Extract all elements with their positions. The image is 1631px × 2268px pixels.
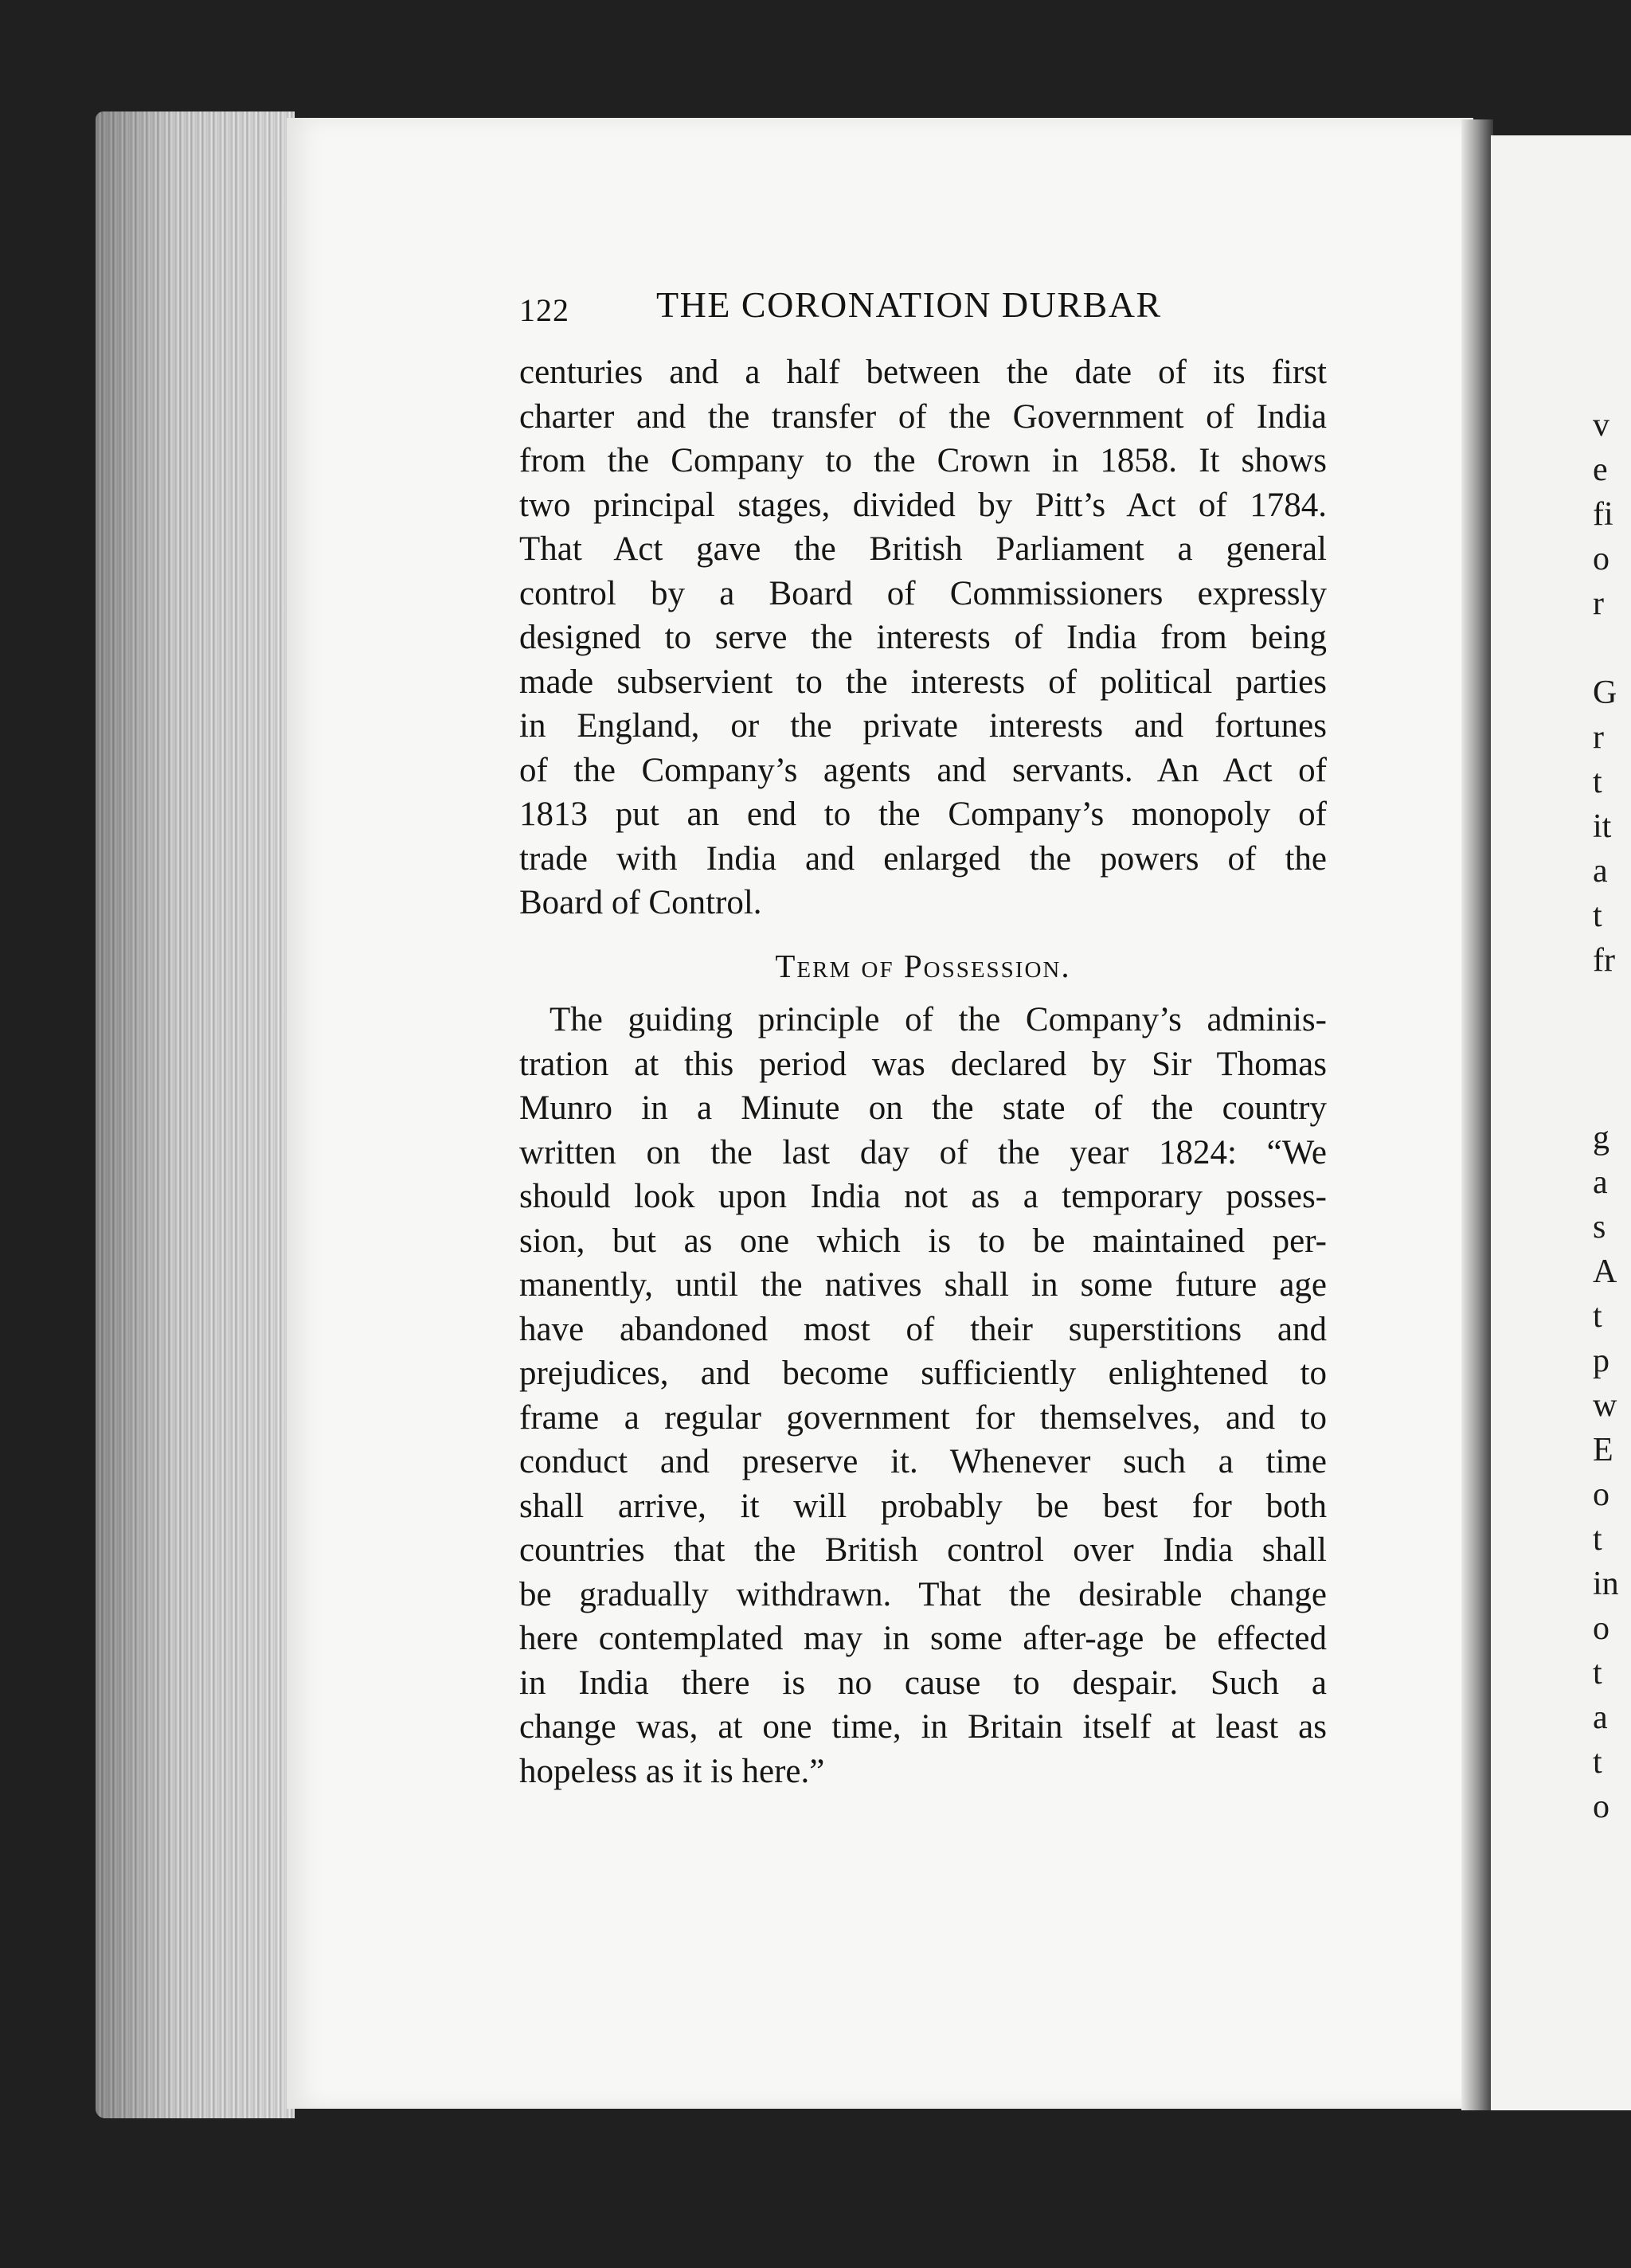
facing-fragment: G xyxy=(1593,675,1617,711)
text-line: trade with India and enlarged the powers of the xyxy=(519,839,1327,878)
facing-fragment: a xyxy=(1593,1164,1608,1201)
text-line: prejudices, and become sufficiently enlightened to xyxy=(519,1355,1327,1392)
section-heading: Term of Possession. xyxy=(775,947,1071,984)
body-text xyxy=(519,350,1327,1793)
facing-fragment: o xyxy=(1593,1476,1609,1513)
text-line: charter and the transfer of the Government of India xyxy=(519,397,1327,436)
text-line: 1813 put an end to the Company’s monopoly of xyxy=(519,796,1327,833)
text-line: sion, but as one which is to be maintained per- xyxy=(519,1222,1327,1260)
text-line: tration at this period was declared by Sir Thomas xyxy=(519,1045,1327,1083)
facing-fragment: a xyxy=(1593,853,1608,890)
text-line: designed to serve the interests of India from being xyxy=(519,619,1327,656)
facing-fragment: s xyxy=(1593,1209,1606,1245)
text-line: be gradually withdrawn. That the desirable change xyxy=(519,1575,1327,1613)
text-line: manently, until the natives shall in some future age xyxy=(519,1266,1327,1304)
paragraph-1 xyxy=(519,350,1327,925)
facing-fragment: t xyxy=(1593,897,1602,934)
text-line: in England, or the private interests and fortunes xyxy=(519,707,1327,745)
text-line: should look upon India not as a temporary posses- xyxy=(519,1178,1327,1215)
facing-fragment: A xyxy=(1593,1253,1617,1290)
text-line: written on the last day of the year 1824: “We xyxy=(519,1133,1327,1171)
book-gutter xyxy=(1461,119,1493,2110)
facing-fragment: o xyxy=(1593,1789,1609,1825)
running-head-title: THE CORONATION DURBAR xyxy=(656,284,1162,325)
facing-fragment: g xyxy=(1593,1120,1609,1156)
text-line: The guiding principle of the Company’s adminis- xyxy=(550,1001,1327,1038)
facing-fragment: it xyxy=(1593,808,1612,845)
facing-fragment: t xyxy=(1593,764,1602,800)
facing-fragment: e xyxy=(1593,452,1608,488)
facing-fragment: r xyxy=(1593,719,1604,756)
facing-fragment: fr xyxy=(1593,942,1615,979)
facing-page-text-fragments xyxy=(1593,135,1631,2110)
paragraph-2 xyxy=(519,998,1327,1793)
facing-fragment: t xyxy=(1593,1655,1602,1691)
text-line: centuries and a half between the date of its first xyxy=(519,354,1327,391)
text-line: Munro in a Minute on the state of the country xyxy=(519,1089,1327,1127)
text-line: hopeless as it is here.” xyxy=(519,1752,825,1790)
text-line: Board of Control. xyxy=(519,884,762,921)
page-edges-shadow xyxy=(96,111,295,2118)
facing-fragment: fi xyxy=(1593,496,1613,533)
text-line: change was, at one time, in Britain itself at least as xyxy=(519,1708,1327,1746)
facing-fragment: w xyxy=(1593,1387,1617,1424)
text-line: control by a Board of Commissioners expressly xyxy=(519,574,1327,612)
facing-fragment: t xyxy=(1593,1521,1602,1558)
facing-fragment: r xyxy=(1593,585,1604,622)
text-line: conduct and preserve it. Whenever such a time xyxy=(519,1443,1327,1480)
facing-fragment: E xyxy=(1593,1432,1613,1468)
text-line: countries that the British control over India shall xyxy=(519,1531,1327,1569)
facing-fragment: p xyxy=(1593,1343,1609,1379)
facing-fragment: o xyxy=(1593,541,1609,577)
text-line: here contemplated may in some after-age be effected xyxy=(519,1620,1327,1657)
facing-fragment: v xyxy=(1593,407,1609,444)
text-line: That Act gave the British Parliament a general xyxy=(519,530,1327,568)
page-number: 122 xyxy=(519,292,569,328)
facing-fragment: t xyxy=(1593,1298,1602,1335)
facing-fragment: t xyxy=(1593,1744,1602,1781)
facing-fragment: a xyxy=(1593,1699,1608,1736)
text-line: frame a regular government for themselves, and to xyxy=(519,1398,1327,1437)
facing-fragment: in xyxy=(1593,1566,1619,1602)
text-line: two principal stages, divided by Pitt’s Act of 1784. xyxy=(519,486,1327,524)
text-line: made subservient to the interests of political parties xyxy=(519,663,1327,701)
text-line: of the Company’s agents and servants. An Act of xyxy=(519,751,1327,789)
text-line: shall arrive, it will probably be best for both xyxy=(519,1487,1327,1525)
facing-fragment: o xyxy=(1593,1610,1609,1647)
text-line: from the Company to the Crown in 1858. It shows xyxy=(519,442,1327,479)
text-line: in India there is no cause to despair. Such a xyxy=(519,1664,1327,1702)
text-line: have abandoned most of their superstitions and xyxy=(519,1310,1327,1348)
running-head xyxy=(519,280,1284,328)
